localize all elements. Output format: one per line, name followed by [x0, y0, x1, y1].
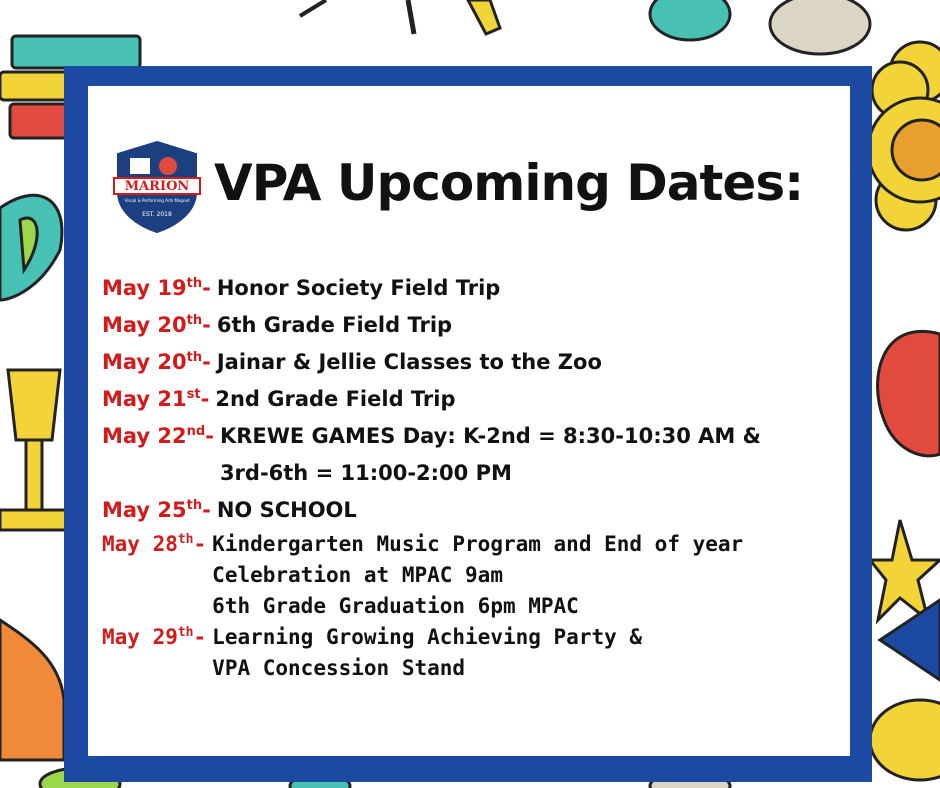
event-description [217, 270, 500, 307]
apple-top-icon [650, 0, 730, 40]
event-description-line: 2nd Grade Field Trip [215, 387, 456, 411]
event-date [102, 622, 194, 653]
event-description-line: Celebration at MPAC 9am [212, 563, 503, 587]
event-separator: - [200, 387, 210, 411]
event-separator: - [193, 532, 207, 556]
event-item [102, 381, 842, 418]
logo-est: EST. 2018 [142, 211, 172, 218]
event-description-line: 3rd-6th = 11:00-2:00 PM [219, 461, 512, 485]
event-date [102, 344, 202, 381]
event-description-line: 6th Grade Graduation 6pm MPAC [212, 594, 579, 618]
apple-icon [878, 331, 940, 455]
event-separator: - [202, 276, 211, 300]
event-date [102, 381, 201, 418]
pencil-icon [468, 0, 500, 34]
event-date [102, 492, 202, 529]
event-item [102, 270, 842, 307]
event-date [102, 418, 205, 455]
event-item [102, 418, 842, 492]
event-date-suffix: nd [186, 424, 206, 439]
lemon-icon [870, 700, 940, 780]
piano-icon [130, 158, 150, 174]
event-description-line: 6th Grade Field Trip [216, 313, 453, 337]
event-item [102, 492, 842, 529]
rock-icon [770, 0, 870, 54]
event-description-line: Honor Society Field Trip [216, 276, 501, 300]
logo-name: MARION [124, 179, 190, 194]
logo-tagline: Visual & Performing Arts Magnet [124, 198, 190, 203]
event-date-suffix: th [177, 532, 194, 547]
trophy-icon [0, 370, 66, 530]
event-date-text: May 29 [102, 625, 178, 649]
event-date [102, 270, 202, 307]
event-separator: - [202, 498, 211, 522]
event-description-line: VPA Concession Stand [212, 656, 466, 680]
event-date [102, 307, 202, 344]
event-date-text: May 28 [102, 532, 178, 556]
event-date-text: May 25 [102, 498, 187, 522]
event-separator: - [202, 350, 211, 374]
event-date-text: May 20 [102, 313, 187, 337]
page-title: VPA Upcoming Dates: [214, 154, 804, 212]
event-separator: - [205, 424, 214, 448]
star-outline-icon [880, 600, 940, 680]
event-description [215, 381, 455, 418]
event-date-suffix: th [186, 276, 203, 291]
sunflower-icon [868, 42, 940, 230]
star-icon [870, 520, 940, 620]
event-date-suffix: st [186, 387, 201, 402]
event-list [102, 270, 842, 684]
event-description [212, 529, 743, 622]
event-separator: - [193, 625, 207, 649]
event-description [212, 622, 642, 684]
event-item [102, 529, 842, 622]
event-description [220, 418, 761, 492]
event-separator: - [202, 313, 211, 337]
event-date-text: May 20 [102, 350, 187, 374]
event-date [102, 529, 194, 560]
event-date-suffix: th [186, 313, 203, 328]
event-description-line: KREWE GAMES Day: K-2nd = 8:30-10:30 AM & [219, 424, 761, 448]
event-item [102, 307, 842, 344]
marion-logo [110, 140, 204, 234]
protractor-icon [0, 620, 64, 760]
ruler-icon [300, 0, 326, 16]
event-item [102, 622, 842, 684]
event-description [217, 307, 452, 344]
event-description-line: Jainar & Jellie Classes to the Zoo [216, 350, 602, 374]
event-description [217, 344, 602, 381]
event-description [217, 492, 357, 529]
drama-masks-icon [159, 157, 177, 175]
event-description-line: Learning Growing Achieving Party & [212, 625, 643, 649]
event-date-suffix: th [177, 625, 194, 640]
event-date-suffix: th [186, 498, 203, 513]
event-date-suffix: th [186, 350, 203, 365]
event-date-text: May 19 [102, 276, 187, 300]
event-date-text: May 21 [102, 387, 187, 411]
event-date-text: May 22 [102, 424, 187, 448]
event-description-line: Kindergarten Music Program and End of year [212, 532, 744, 556]
pen-icon [408, 0, 414, 34]
event-description-line: NO SCHOOL [216, 498, 357, 522]
event-item [102, 344, 842, 381]
